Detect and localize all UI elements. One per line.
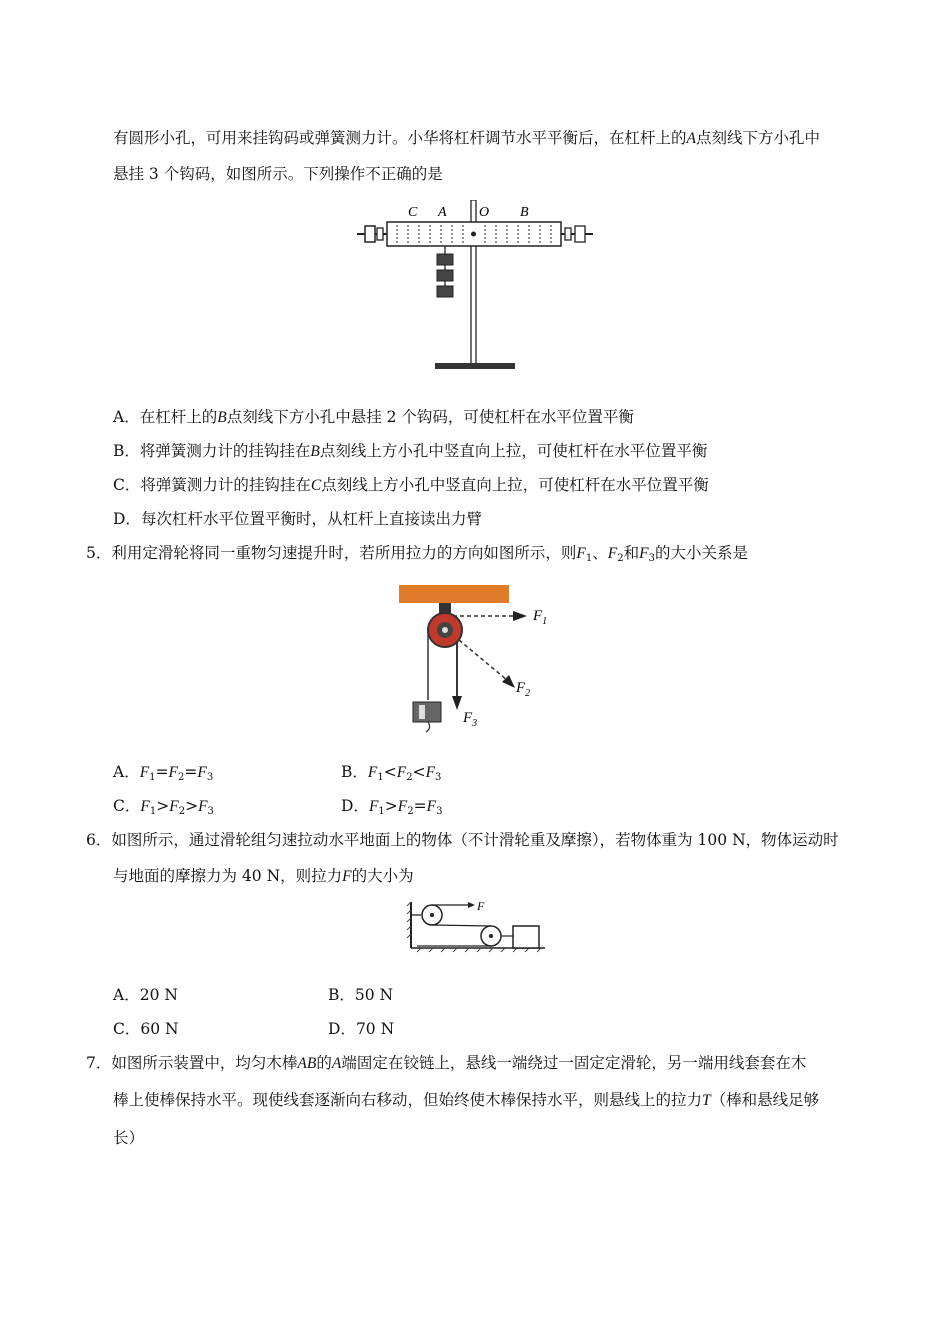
weight-3 xyxy=(437,286,453,297)
q6-option-c: C．60 N xyxy=(113,1020,179,1038)
weight-1 xyxy=(437,254,453,265)
q7-stem-line2: 棒上使棒保持水平。现使线套逐渐向右移动，但始终使木棒保持水平，则悬线上的拉力T（棒和悬线足够 xyxy=(113,1091,820,1109)
lever-label-b: B xyxy=(520,205,529,220)
lever-label-o: O xyxy=(479,205,490,220)
q6-stem-line1: 6．如图所示，通过滑轮组匀速拉动水平地面上的物体（不计滑轮重及摩擦），若物体重为 100 N，物体运动时 xyxy=(86,831,839,849)
pulley-figure xyxy=(395,580,570,740)
q7-stem-line1: 7．如图所示装置中，均匀木棒AB的A端固定在铰链上，悬线一端绕过一固定定滑轮，另一端用线套套在木 xyxy=(86,1054,807,1072)
q4-intro-line1: 有圆形小孔，可用来挂钩码或弹簧测力计。小华将杠杆调节水平平衡后，在杠杆上的A点刻线下方小孔中 xyxy=(113,129,820,147)
lever-label-c: C xyxy=(408,205,418,220)
q5-stem: 5．利用定滑轮将同一重物匀速提升时，若所用拉力的方向如图所示，则$F_1$、$F_2$和$F_3$的大小关系是 xyxy=(86,544,748,564)
force-labels xyxy=(462,608,547,729)
svg-text:F1: $F_1$ xyxy=(533,608,548,627)
pulley-block-figure xyxy=(405,898,550,958)
svg-text:F2: $F_2$ xyxy=(516,680,531,699)
q4-option-c: C．将弹簧测力计的挂钩挂在C点刻线上方小孔中竖直向上拉，可使杠杆在水平位置平衡 xyxy=(113,476,709,494)
q6-option-a: A．20 N xyxy=(113,986,178,1004)
q5-option-a: A．$F_1=F_2=F_3$ xyxy=(113,763,214,783)
ceiling-beam xyxy=(399,585,509,603)
lever-figure xyxy=(355,200,595,375)
q6-stem-line2: 与地面的摩擦力为 40 N，则拉力F的大小为 xyxy=(113,867,414,885)
q5-option-b: B．$F_1<F_2<F_3$ xyxy=(341,763,442,783)
q4-option-d: D．每次杠杆水平位置平衡时，从杠杆上直接读出力臂 xyxy=(113,510,482,528)
q4-intro-line2: 悬挂 3 个钩码，如图所示。下列操作不正确的是 xyxy=(113,165,443,183)
lever-labels xyxy=(408,205,529,220)
hanging-weight xyxy=(413,702,441,722)
q5-option-c: C．$F_1>F_2>F_3$ xyxy=(113,797,214,817)
q6-option-d: D．70 N xyxy=(328,1020,395,1038)
q7-stem-line3: 长） xyxy=(113,1129,145,1147)
q6-option-b: B．50 N xyxy=(328,986,394,1004)
pulley-f-label: F xyxy=(477,899,485,913)
block-object xyxy=(513,926,539,948)
q4-option-a: A．在杠杆上的B点刻线下方小孔中悬挂 2 个钩码，可使杠杆在水平位置平衡 xyxy=(113,408,634,426)
svg-text:F3: $F_3$ xyxy=(463,710,478,729)
q4-option-b: B．将弹簧测力计的挂钩挂在B点刻线上方小孔中竖直向上拉，可使杠杆在水平位置平衡 xyxy=(113,442,708,460)
q5-option-d: D．$F_1>F_2=F_3$ xyxy=(341,797,443,817)
weight-2 xyxy=(437,270,453,281)
lever-label-a: A xyxy=(438,205,447,220)
stand-base xyxy=(435,363,515,369)
